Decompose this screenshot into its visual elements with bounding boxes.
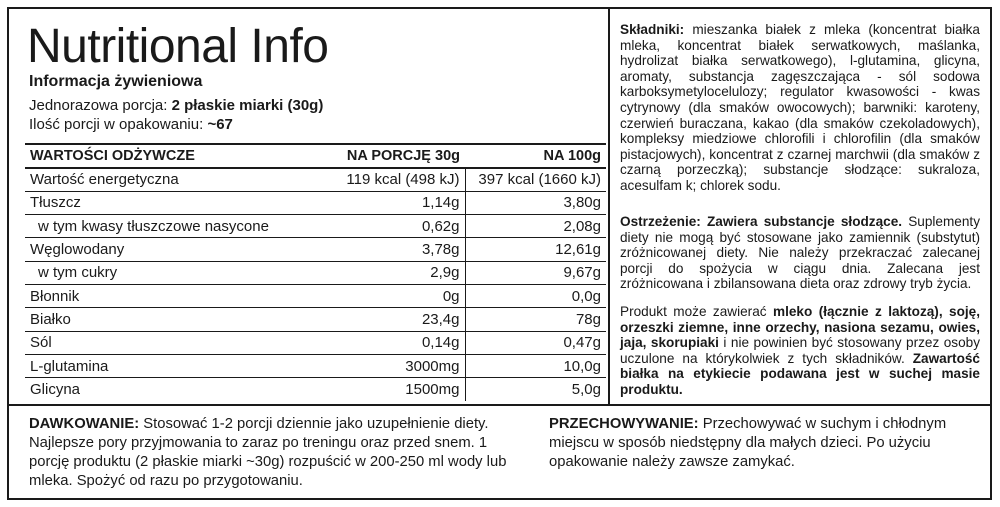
nutrient-name: Białko [25, 308, 285, 331]
storage-text: Przechowywać w suchym i chłodnym miejscu w sposób niedstępny dla małych dzieci. Po użyciu opakowanie należy zawsze zamykać. [549, 416, 947, 470]
per-serving-value: 3000mg [285, 354, 465, 377]
page-title: Nutritional Info [27, 20, 329, 73]
table-row [25, 378, 606, 401]
servings-count-label: Ilość porcji w opakowaniu: [29, 116, 204, 133]
per-serving-value: 1500mg [285, 378, 465, 401]
vertical-divider [608, 7, 610, 404]
per-100g-value: 3,80g [465, 191, 606, 214]
column-header-per-serving: NA PORCJĘ 30g [285, 144, 465, 168]
warning-label: Ostrzeżenie: Zawiera substancje słodzące. [620, 214, 903, 229]
table-row [25, 168, 606, 191]
ingredients-label: Składniki: [620, 22, 685, 37]
serving-size-line [29, 96, 323, 115]
table-row [25, 331, 606, 354]
per-serving-value: 0,14g [285, 331, 465, 354]
servings-count-value: ~67 [207, 116, 233, 133]
per-serving-value: 0,62g [285, 215, 465, 238]
dosage-text: Stosować 1-2 porcji dziennie jako uzupełnienie diety. Najlepsze pory przyjmowania to zaraz po treningu oraz przed snem. 1 porcję produktu (2 płaskie miarki ~30g) rozpuścić w 200-250 ml wody lub mleka. Spożyć od razu po przygotowaniu. [29, 416, 507, 489]
allergens-notice: i nie powinien być stosowany przez osoby uczulone na którykolwiek z tych składników. [620, 335, 981, 366]
per-serving-value: 0g [285, 284, 465, 307]
per-serving-value: 2,9g [285, 261, 465, 284]
allergens-list: mleko (łącznie z laktozą), soję, orzeszki ziemne, inne orzechy, nasiona sezamu, owies, jaja, skorupiaki [620, 304, 980, 351]
per-100g-value: 0,0g [465, 284, 606, 307]
column-header-nutrient: WARTOŚCI ODŻYWCZE [25, 144, 285, 168]
warning-text: Suplementy diety nie mogą być stosowane jako zamiennik (substytut) zróżnicowanej diety. Nie należy przekraczać zalecanej porcji do spożycia w ciągu dnia. Zalecana jest zróżnicowana i zbilansowana dieta oraz zdrowy tryb życia. [620, 214, 980, 292]
table-row [25, 354, 606, 377]
ingredients-section [620, 22, 980, 194]
per-serving-value: 3,78g [285, 238, 465, 261]
serving-size-label: Jednorazowa porcja: [29, 97, 168, 114]
nutrient-name: Sól [25, 331, 285, 354]
allergens-section [620, 304, 980, 398]
per-100g-value: 78g [465, 308, 606, 331]
per-100g-value: 0,47g [465, 331, 606, 354]
per-100g-value: 9,67g [465, 261, 606, 284]
nutrient-name: Wartość energetyczna [25, 168, 285, 191]
nutrient-name: w tym cukry [25, 261, 285, 284]
nutrient-name: Tłuszcz [25, 191, 285, 214]
nutrient-name: Węglowodany [25, 238, 285, 261]
per-serving-value: 1,14g [285, 191, 465, 214]
table-row [25, 308, 606, 331]
nutrition-table [25, 143, 606, 401]
per-100g-value: 10,0g [465, 354, 606, 377]
serving-info [29, 96, 323, 134]
servings-count-line [29, 115, 323, 134]
per-serving-value: 23,4g [285, 308, 465, 331]
serving-size-value: 2 płaskie miarki (30g) [171, 97, 324, 114]
per-100g-value: 2,08g [465, 215, 606, 238]
ingredients-text: mieszanka białek z mleka (koncentrat białka mleka, koncentrat białek serwatkowych, maślanka, hydrolizat białka serwatkowego), l-glutamina, glicyna, aromaty, substancja zagęszczająca - sól sodowa karboksymetylocelulozy; regulator kwasowości - kwas cytrynowy (dla smaków owocowych); barwniki: karoteny, czerwień buraczana, kakao (dla smaków czekoladowych), kompleksy miedziowe chlorofili i chlorofilin (dla smaków pistacjowych), koncentrat z czarnej marchwii (dla smaków z czarną porzeczką); substancje słodzące: sukraloza, acesulfam k; chlorek sodu. [620, 22, 980, 193]
page-subtitle: Informacja żywieniowa [29, 73, 203, 90]
protein-content-note: Zawartość białka na etykiecie podawana jest w suchej masie produktu. [620, 350, 980, 397]
table-row [25, 284, 606, 307]
nutrient-name: Glicyna [30, 381, 81, 399]
per-100g-value: 5,0g [571, 381, 601, 399]
table-header-row [25, 144, 606, 168]
storage-section [549, 415, 989, 472]
nutrient-name: L-glutamina [25, 354, 285, 377]
table-row [25, 238, 606, 261]
nutrient-name: Błonnik [25, 284, 285, 307]
per-100g-value: 397 kcal (1660 kJ) [465, 168, 606, 191]
dosage-label: DAWKOWANIE: [29, 416, 140, 432]
dosage-section [29, 415, 529, 491]
per-100g-value: 12,61g [465, 238, 606, 261]
nutrient-name: w tym kwasy tłuszczowe nasycone [25, 215, 285, 238]
table-row [25, 215, 606, 238]
warning-section [620, 214, 980, 292]
per-serving-value: 119 kcal (498 kJ) [285, 168, 465, 191]
column-header-per-100g: NA 100g [465, 144, 606, 168]
table-row [25, 191, 606, 214]
allergens-intro: Produkt może zawierać [620, 304, 767, 319]
horizontal-divider [7, 404, 992, 406]
storage-label: PRZECHOWYWANIE: [549, 416, 699, 432]
table-row [25, 261, 606, 284]
